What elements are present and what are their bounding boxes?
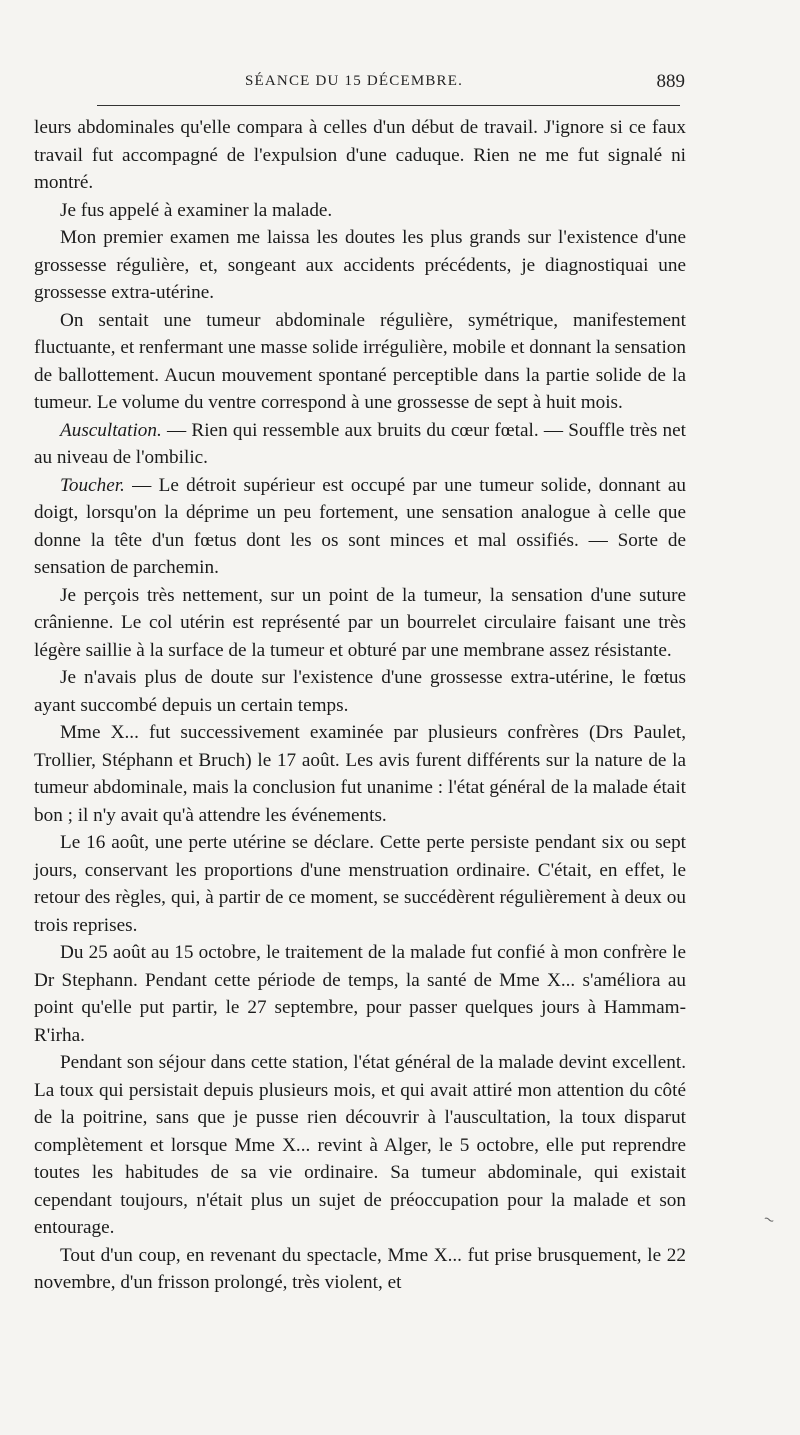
paragraph-text: Pendant son séjour dans cette station, l'état général de la malade devint excellent. La toux qui persistait depuis plusieurs mois, et qui avait attiré mon attention du côté de la poitrine, sans que je pusse rien découvrir à l'auscultation, la toux disparut complètement et lorsque Mme X... revint à Alger, le 5 octobre, elle put reprendre toutes les habitudes de sa vie ordinaire. Sa tumeur abdominale, qui existait cependant toujours, n'était plus un sujet de préoccupation pour la malade et son entourage. — [34, 1052, 686, 1238]
page-header — [95, 73, 685, 97]
body-text — [34, 114, 686, 1297]
paragraph-text: Mme X... fut successivement examinée par plusieurs confrères (Drs Paulet, Trollier, Stéphann et Bruch) le 17 août. Les avis furent différents sur la nature de la tumeur abdominale, mais la conclusion fut unanime : l'état général de la malade était bon ; il n'y avait qu'à attendre les événements. — [34, 722, 686, 826]
margin-mark: ~ — [760, 1210, 778, 1230]
paragraph — [34, 582, 686, 665]
paragraph — [34, 472, 686, 582]
paragraph — [34, 719, 686, 829]
paragraph — [34, 829, 686, 939]
paragraph — [34, 1049, 686, 1242]
paragraph-text: Du 25 août au 15 octobre, le traitement de la malade fut confié à mon confrère le Dr Stephann. Pendant cette période de temps, la santé de Mme X... s'améliora au point qu'elle put partir, le 27 septembre, pour passer quelques jours à Hammam-R'irha. — [34, 942, 686, 1046]
paragraph-text: Mon premier examen me laissa les doutes les plus grands sur l'existence d'une grossesse régulière, et, songeant aux accidents précédents, je diagnostiquai une grossesse extra-utérine. — [34, 227, 686, 303]
paragraph-text: Le 16 août, une perte utérine se déclare. Cette perte persiste pendant six ou sept jours, conservant les proportions d'une menstruation ordinaire. C'était, en effet, le retour des règles, qui, à partir de ce moment, se succédèrent régulièrement à deux ou trois reprises. — [34, 832, 686, 936]
paragraph — [34, 224, 686, 307]
paragraph-text: — Rien qui ressemble aux bruits du cœur fœtal. — Souffle très net au niveau de l'ombilic. — [34, 419, 686, 468]
paragraph-text: Je perçois très nettement, sur un point de la tumeur, la sensation d'une suture crânienne. Le col utérin est représenté par un bourrelet circulaire faisant une très légère saillie à la surface de la tumeur et obturé par une membrane assez résistante. — [34, 584, 686, 661]
paragraph — [34, 197, 686, 225]
paragraph-text: Tout d'un coup, en revenant du spectacle, Mme X... fut prise brusquement, le 22 novembre, d'un frisson prolongé, très violent, et — [34, 1244, 686, 1293]
section-label: Toucher. — [60, 474, 125, 496]
paragraph — [34, 417, 686, 472]
paragraph — [34, 939, 686, 1049]
paragraph-text: — Le détroit supérieur est occupé par une tumeur solide, donnant au doigt, lorsqu'on la déprime un peu fortement, une sensation analogue à celle que donne la tête d'un fœtus dont les os sont minces et mal ossifiés. — Sorte de sensation de parchemin. — [34, 474, 686, 578]
paragraph-text: On sentait une tumeur abdominale régulière, symétrique, manifestement fluctuante, et renfermant une masse solide irrégulière, mobile et donnant la sensation de ballottement. Aucun mouvement spontané perceptible dans la partie solide de la tumeur. Le volume du ventre correspond à une grossesse de sept à huit mois. — [34, 309, 686, 413]
header-rule — [97, 105, 680, 106]
paragraph-text: leurs abdominales qu'elle compara à celles d'un début de travail. J'ignore si ce faux travail fut accompagné de l'expulsion d'une caduque. Rien ne me fut signalé ni montré. — [34, 117, 686, 193]
paragraph — [34, 307, 686, 417]
paragraph-text: Je n'avais plus de doute sur l'existence d'une grossesse extra-utérine, le fœtus ayant succombé depuis un certain temps. — [34, 667, 686, 716]
paragraph-text: Je fus appelé à examiner la malade. — [60, 199, 333, 221]
page-number: 889 — [656, 71, 685, 92]
paragraph — [34, 664, 686, 719]
paragraph — [34, 114, 686, 197]
paragraph — [34, 1242, 686, 1297]
running-title: SÉANCE DU 15 DÉCEMBRE. — [245, 73, 464, 89]
section-label: Auscultation. — [60, 419, 162, 441]
